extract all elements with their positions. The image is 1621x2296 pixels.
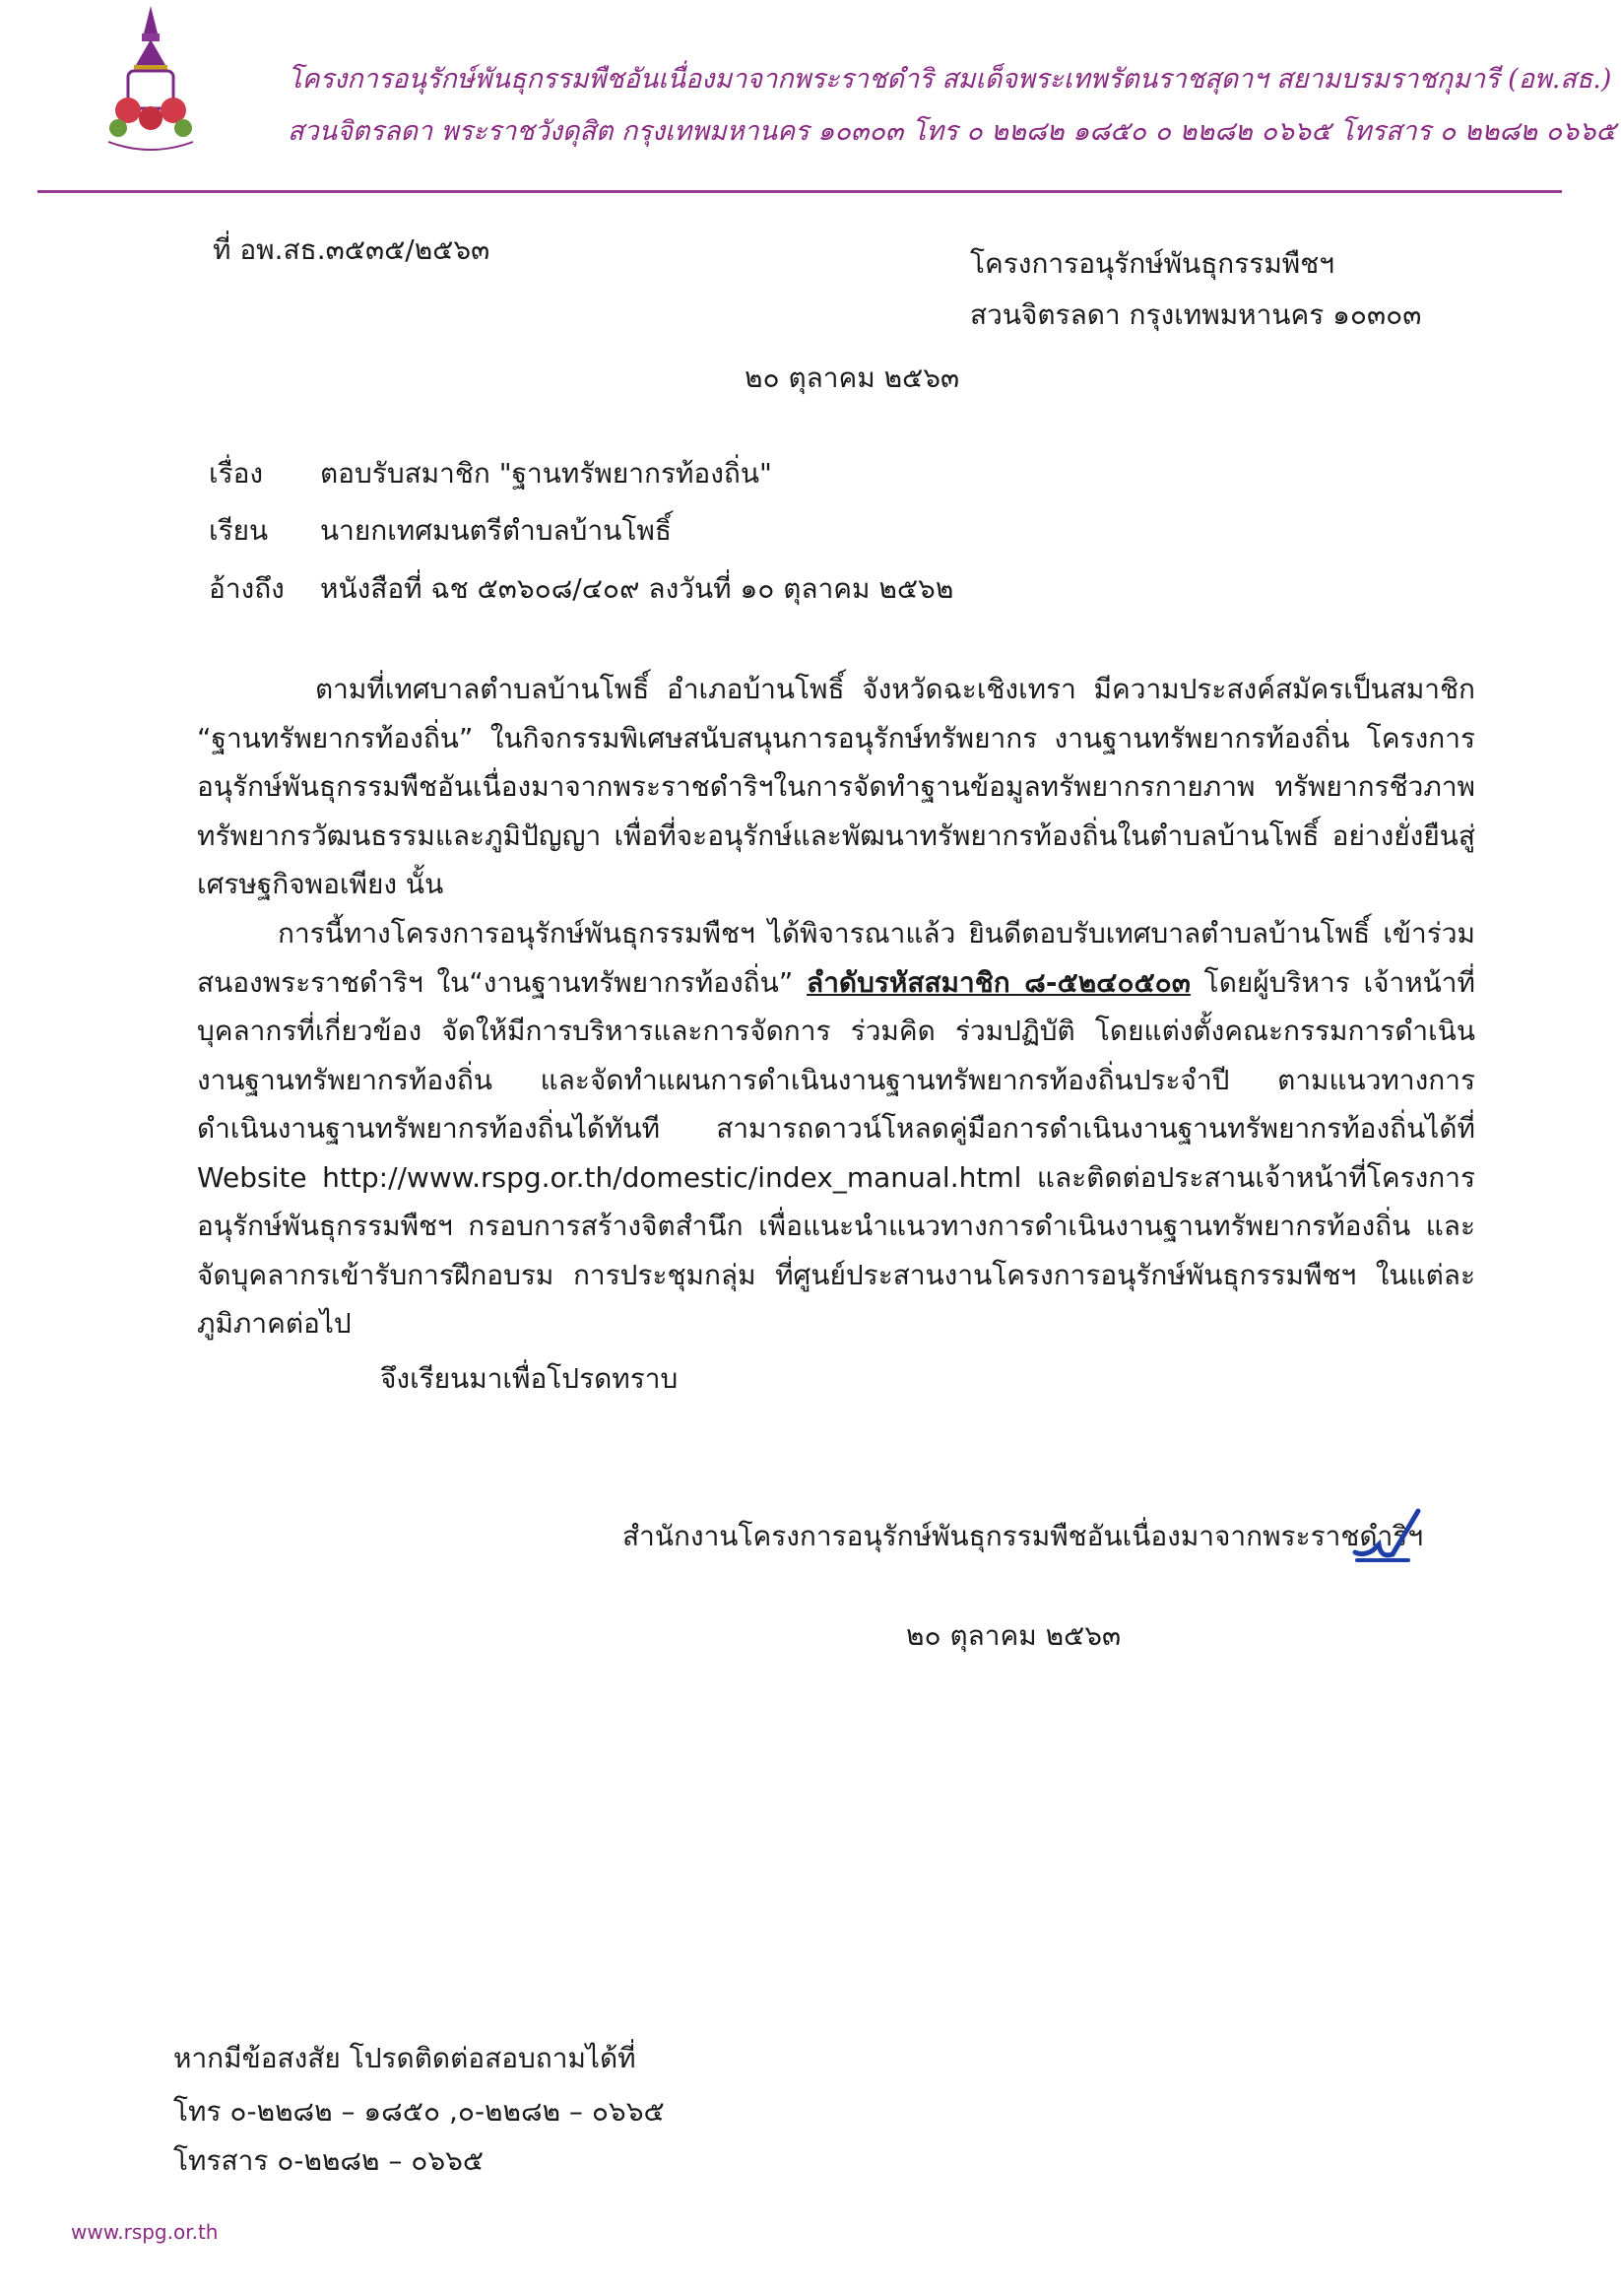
reference-text: หนังสือที่ ฉช ๕๓๖๐๘/๔๐๙ ลงวันที่ ๑๐ ตุลาคม ๒๕๖๒ bbox=[320, 572, 954, 605]
sender-name: โครงการอนุรักษ์พันธุกรรมพืชฯ bbox=[970, 247, 1334, 280]
signature-mark bbox=[1349, 1501, 1428, 1570]
signature-date: ๒๐ ตุลาคม ๒๕๖๓ bbox=[906, 1619, 1122, 1652]
contact-phone: โทร ๐-๒๒๘๒ – ๑๘๕๐ ,๐-๒๒๘๒ – ๐๖๖๕ bbox=[173, 2095, 665, 2128]
subject-label: เรื่อง bbox=[209, 457, 264, 490]
recipient-text: นายกเทศมนตรีตำบลบ้านโพธิ์ bbox=[320, 514, 672, 547]
body-paragraph-2 bbox=[197, 909, 1475, 1348]
header-address-line: สวนจิตรลดา พระราชวังดุสิต กรุงเทพมหานคร ๑๐๓๐๓ โทร ๐ ๒๒๘๒ ๑๘๕๐ ๐ ๒๒๘๒ ๐๖๖๕ โทรสาร ๐ ๒๒๘๒ ๐๖๖๕ bbox=[288, 116, 1616, 147]
sender-address: สวนจิตรลดา กรุงเทพมหานคร ๑๐๓๐๓ bbox=[970, 298, 1422, 331]
header-divider bbox=[37, 190, 1562, 193]
inquiry-text: หากมีข้อสงสัย โปรดติดต่อสอบถามได้ที่ bbox=[173, 2042, 636, 2074]
paragraph-2-rest: โดยผู้บริหาร เจ้าหน้าที่บุคลากรที่เกี่ยวข้อง จัดให้มีการบริหารและการจัดการ ร่วมคิด ร่วมปฏิบัติ โดยแต่งตั้งคณะกรรมการดำเนินงานฐานทรัพยากรท้องถิ่น และจัดทำแผนการดำเนินงานฐานทรัพยากรท้องถิ่นประจำปี ตามแนวทางการดำเนินงานฐานทรัพยากรท้องถิ่นได้ทันที สามารถดาวน์โหลดคู่มือการดำเนินงานฐานทรัพยากรท้องถิ่นได้ที่ Website http://www.rspg.or.th/domestic/index_manual.html และติดต่อประสานเจ้าหน้าที่โครงการอนุรักษ์พันธุกรรมพืชฯ กรอบการสร้างจิตสำนึก เพื่อแนะนำแนวทางการดำเนินงานฐานทรัพยากรท้องถิ่น และจัดบุคลากรเข้ารับการฝึกอบรม การประชุมกลุ่ม ที่ศูนย์ประสานงานโครงการอนุรักษ์พันธุกรรมพืชฯ ในแต่ละภูมิภาคต่อไป bbox=[197, 965, 1475, 1340]
issuing-office: สำนักงานโครงการอนุรักษ์พันธุกรรมพืชอันเนื่องมาจากพระราชดำริฯ bbox=[622, 1520, 1424, 1552]
recipient-label: เรียน bbox=[209, 514, 269, 547]
paragraph-2-intro: การนี้ทางโครงการอนุรักษ์พันธุกรรมพืชฯ ได้พิจารณาแล้ว ยินดีตอบรับเทศบาลตำบลบ้านโพธิ์ เข้าร่วมสนองพระราชดำริฯ ใน“งานฐานทรัพยากรท้องถิ่น” bbox=[197, 917, 1475, 999]
royal-emblem-icon bbox=[98, 4, 203, 158]
document-number: ที่ อพ.สธ.๓๕๓๕/๒๕๖๓ bbox=[213, 233, 490, 266]
website-link[interactable]: www.rspg.or.th bbox=[71, 2220, 219, 2244]
closing-text: จึงเรียนมาเพื่อโปรดทราบ bbox=[380, 1362, 679, 1395]
header-org-line: โครงการอนุรักษ์พันธุกรรมพืชอันเนื่องมาจากพระราชดำริ สมเด็จพระเทพรัตนราชสุดาฯ สยามบรมราชกุมารี (อพ.สธ.) bbox=[288, 64, 1612, 95]
contact-fax: โทรสาร ๐-๒๒๘๒ – ๐๖๖๕ bbox=[173, 2144, 485, 2177]
letter-date: ๒๐ ตุลาคม ๒๕๖๓ bbox=[745, 361, 960, 394]
body-paragraph-1: ตามที่เทศบาลตำบลบ้านโพธิ์ อำเภอบ้านโพธิ์ จังหวัดฉะเชิงเทรา มีความประสงค์สมัครเป็นสมาชิก “ฐานทรัพยากรท้องถิ่น” ในกิจกรรมพิเศษสนับสนุนการอนุรักษ์ทรัพยากร งานฐานทรัพยากรท้องถิ่น โครงการอนุรักษ์พันธุกรรมพืชอันเนื่องมาจากพระราชดำริฯในการจัดทำฐานข้อมูลทรัพยากรกายภาพ ทรัพยากรชีวภาพ ทรัพยากรวัฒนธรรมและภูมิปัญญา เพื่อที่จะอนุรักษ์และพัฒนาทรัพยากรท้องถิ่นในตำบลบ้านโพธิ์ อย่างยั่งยืนสู่เศรษฐกิจพอเพียง นั้น bbox=[197, 673, 1475, 900]
subject-text: ตอบรับสมาชิก "ฐานทรัพยากรท้องถิ่น" bbox=[320, 457, 772, 490]
reference-label: อ้างถึง bbox=[209, 572, 285, 605]
member-code: ลำดับรหัสสมาชิก ๘-๕๒๔๐๕๐๓ bbox=[807, 965, 1191, 999]
